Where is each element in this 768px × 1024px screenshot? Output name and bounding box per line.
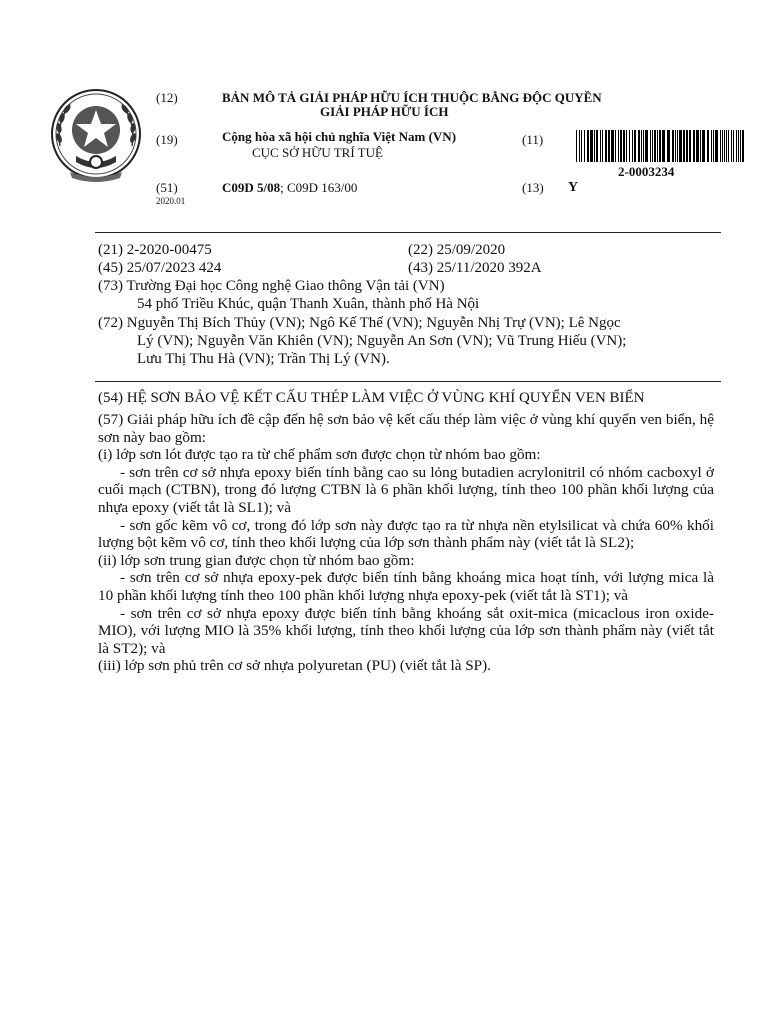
field-45: (45) 25/07/2023 424 xyxy=(98,260,222,276)
field-72-inventors-line1: (72) Nguyễn Thị Bích Thủy (VN); Ngô Kế Thế (VN); Nguyễn Nhị Trự (VN); Lê Ngọc xyxy=(98,315,621,331)
abstract-item-ii-b: - sơn trên cơ sở nhựa epoxy được biến tính bằng khoáng sắt oxit-mica (micaclous iron oxide-MIO), với lượng MIO là 35% khối lượng, tính theo khối lượng của lớp sơn thành phẩm này (viết tắt là ST2); và xyxy=(98,604,714,657)
code-19: (19) xyxy=(156,132,178,147)
patent-number: 2-0003234 xyxy=(618,164,675,179)
country-name: Cộng hòa xã hội chủ nghĩa Việt Nam (VN) xyxy=(222,129,457,144)
field-22: (22) 25/09/2020 xyxy=(408,242,506,258)
national-emblem-icon xyxy=(46,86,146,186)
abstract-intro: (57) Giải pháp hữu ích đề cập đến hệ sơn bảo vệ kết cấu thép làm việc ở vùng khí quyển ven biển, hệ sơn này bao gồm: xyxy=(98,411,714,446)
abstract-item-i-a: - sơn trên cơ sở nhựa epoxy biến tính bằng cao su lỏng butadien acrylonitril có nhóm cacboxyl ở cuối mạch (CTBN), trong đó lượng CTBN là 6 phần khối lượng, tính theo 100 phần khối lượng của nhựa epoxy (viết tắt là SL1); và xyxy=(98,463,714,516)
field-43: (43) 25/11/2020 392A xyxy=(408,260,542,276)
field-21: (21) 2-2020-00475 xyxy=(98,242,212,258)
office-name: CỤC SỞ HỮU TRÍ TUỆ xyxy=(252,145,383,160)
ipc-main: C09D 5/08 xyxy=(222,180,281,195)
code-11: (11) xyxy=(522,132,544,147)
field-54-title: (54) HỆ SƠN BẢO VỆ KẾT CẤU THÉP LÀM VIỆC Ở VÙNG KHÍ QUYỂN VEN BIỂN xyxy=(98,390,645,406)
field-73-owner: (73) Trường Đại học Công nghệ Giao thông Vận tải (VN) xyxy=(98,278,445,294)
barcode-icon xyxy=(576,130,746,162)
abstract-body xyxy=(98,411,714,675)
abstract-item-ii: (ii) lớp sơn trung gian được chọn từ nhóm bao gồm: xyxy=(98,551,415,569)
document-title-line2: GIẢI PHÁP HỮU ÍCH xyxy=(320,104,449,119)
abstract-item-i-b: - sơn gốc kẽm vô cơ, trong đó lớp sơn này được tạo ra từ nhựa nền etylsilicat và chứa 60% khối lượng bột kẽm vô cơ, tính theo khối lượng của lớp sơn thành phẩm này (viết tắt là SL2); xyxy=(98,516,714,552)
ipc-rest: ; C09D 163/00 xyxy=(280,180,358,195)
abstract-item-i: (i) lớp sơn lót được tạo ra từ chế phẩm sơn được chọn từ nhóm bao gồm: xyxy=(98,446,541,464)
field-73-address: 54 phố Triều Khúc, quận Thanh Xuân, thành phố Hà Nội xyxy=(137,296,480,312)
field-72-inventors-line2: Lý (VN); Nguyễn Văn Khiên (VN); Nguyễn An Sơn (VN); Vũ Trung Hiếu (VN); xyxy=(137,333,627,349)
document-title-line1: BẢN MÔ TẢ GIẢI PHÁP HỮU ÍCH THUỘC BẰNG ĐỘC QUYỀN xyxy=(222,90,602,105)
code-13: (13) xyxy=(522,180,544,195)
ipc-classification xyxy=(222,180,357,196)
code-12: (12) xyxy=(156,90,178,105)
abstract-item-iii: (iii) lớp sơn phủ trên cơ sở nhựa polyuretan (PU) (viết tắt là SP). xyxy=(98,657,491,675)
ipc-version: 2020.01 xyxy=(156,196,186,206)
kind-code: Y xyxy=(568,180,579,195)
abstract-item-ii-a: - sơn trên cơ sở nhựa epoxy-pek được biến tính bằng khoáng mica hoạt tính, với lượng mica là 10 phần khối lượng tính theo 100 phần khối lượng nhựa epoxy-pek (viết tắt là ST1); và xyxy=(98,569,714,604)
divider-top xyxy=(95,232,721,233)
code-51: (51) xyxy=(156,180,178,195)
divider-bottom xyxy=(95,381,721,382)
field-72-inventors-line3: Lưu Thị Thu Hà (VN); Trần Thị Lý (VN). xyxy=(137,351,390,367)
